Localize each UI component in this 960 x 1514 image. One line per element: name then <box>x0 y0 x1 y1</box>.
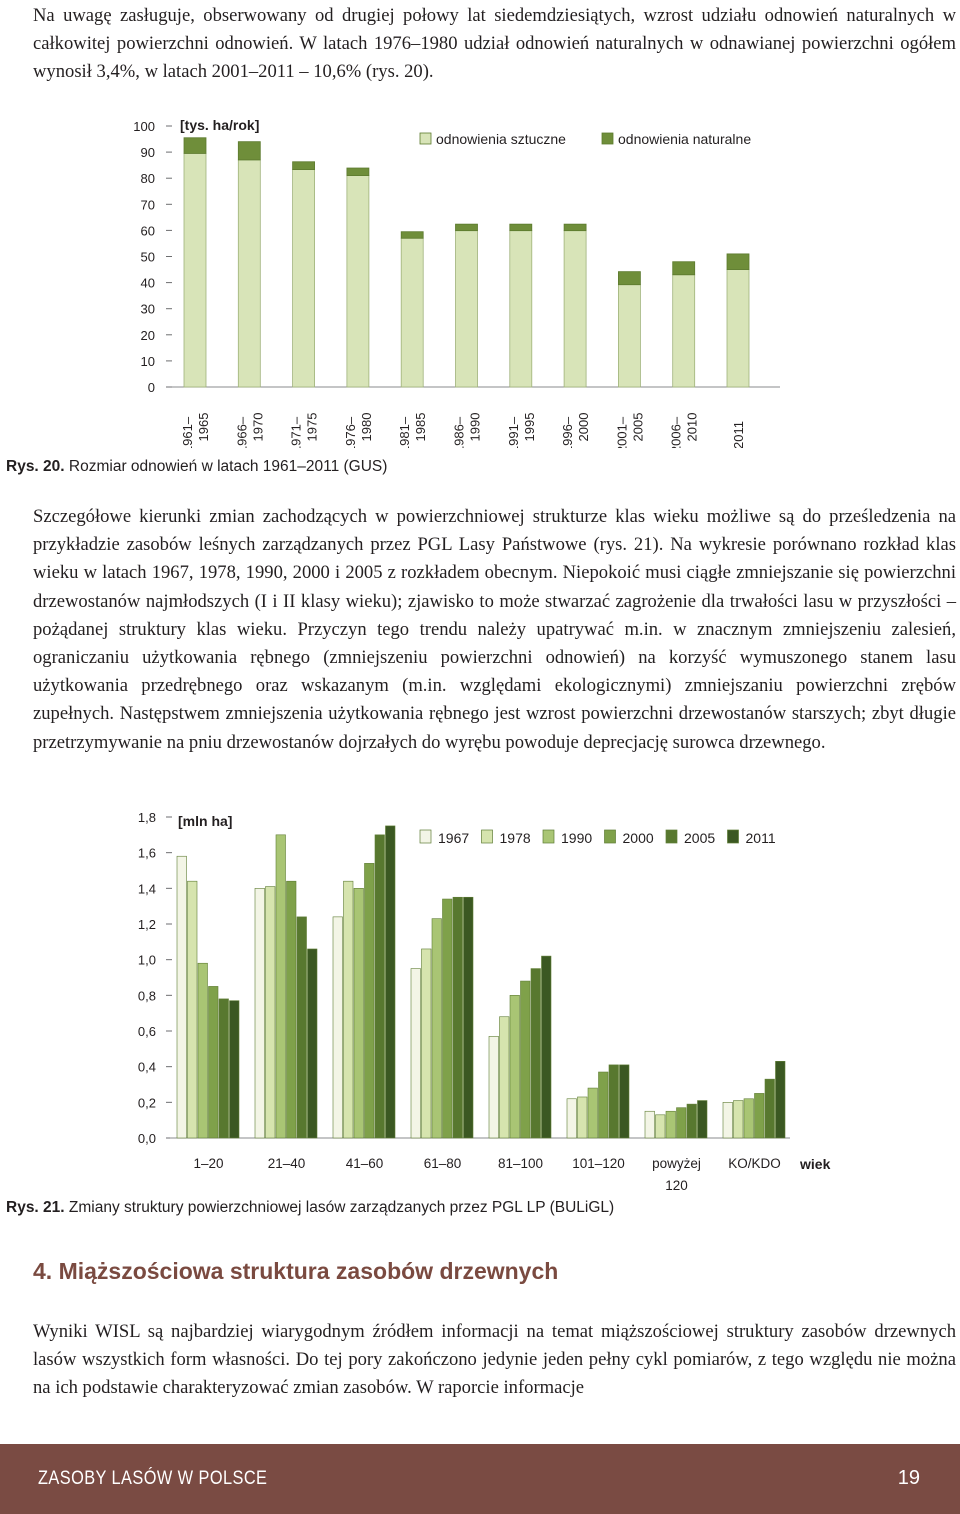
legend-label: 2005 <box>684 830 716 846</box>
bar-2000 <box>443 899 453 1138</box>
y-tick-label: 50 <box>140 249 155 265</box>
chart-regeneration-svg <box>0 108 960 448</box>
x-tick-label: 1985 <box>413 412 429 442</box>
x-tick-label-group <box>731 421 746 448</box>
bar-2005 <box>297 917 307 1138</box>
legend-swatch <box>666 830 677 843</box>
y-tick-label: 0 <box>147 380 155 395</box>
y-tick-label: 1,4 <box>137 881 156 897</box>
bar-2005 <box>375 835 385 1138</box>
bar-artificial <box>673 275 695 387</box>
legend-label: 1978 <box>499 830 531 846</box>
y-tick-label: 0,8 <box>137 988 156 1004</box>
bar-artificial <box>727 270 749 387</box>
x-tick-label: 81–100 <box>497 1156 544 1171</box>
x-tick-label: 2006– <box>668 416 684 448</box>
bar-artificial <box>564 231 586 387</box>
bar-natural <box>184 138 206 154</box>
bar-artificial <box>618 285 640 387</box>
bar-1990 <box>276 835 286 1138</box>
legend-swatch <box>605 830 616 843</box>
bar-2000 <box>209 986 219 1138</box>
bar-artificial <box>347 176 369 387</box>
bar-artificial <box>456 231 478 387</box>
x-tick-label: 2011 <box>731 421 746 448</box>
x-tick-label: 41–60 <box>345 1156 384 1171</box>
x-tick-label: 1971– <box>288 416 304 448</box>
x-tick-label: 1965 <box>196 412 211 442</box>
figure-21-text: Zmiany struktury powierzchniowej lasów zarządzanych przez PGL LP (BULiGL) <box>68 1199 615 1216</box>
x-tick-label: 2010 <box>684 412 700 442</box>
bar-2011 <box>698 1101 708 1138</box>
bar-1967 <box>255 888 265 1138</box>
bar-1967 <box>645 1111 655 1138</box>
x-tick-label: 101–120 <box>572 1156 625 1171</box>
bar-1967 <box>567 1099 577 1138</box>
unit-label: [tys. ha/rok] <box>180 117 260 133</box>
bar-2000 <box>755 1093 765 1138</box>
y-tick-label: 0,6 <box>137 1024 156 1039</box>
bar-2000 <box>677 1108 687 1138</box>
x-tick-label: 1975 <box>304 412 320 442</box>
paragraph-wisl: Wyniki WISL są najbardziej wiarygodnym źródłem informacji na temat miąższościowej struktury zasobów drzewnych lasów wszystkich form własności. Do tej pory zakończono jedynie jeden pełny cykl pomiarów, z tego względu nie można na ich podstawie charakteryzować zmian zasobów. W raporcie informacje <box>33 1321 956 1399</box>
bar-2011 <box>542 956 552 1138</box>
legend-swatch <box>543 830 554 843</box>
x-tick-label: 21–40 <box>267 1156 306 1171</box>
figure-20-caption <box>6 458 387 476</box>
legend-swatch <box>420 830 431 843</box>
bar-artificial <box>510 231 532 387</box>
x-tick-label: 1961– <box>180 416 195 448</box>
y-tick-label: 60 <box>140 223 155 239</box>
bar-1967 <box>489 1036 499 1138</box>
x-tick-label-group <box>397 413 428 448</box>
bar-natural <box>456 224 478 231</box>
paragraph-intro: Na uwagę zasługuje, obserwowany od drugiej połowy lat siedemdziesiątych, wzrost udziału odnowień naturalnych w całkowitej powierzchni odnowień. W latach 1976–1980 udział odnowień naturalnych w odnawianej powierzchni ogółem wynosił 3,4%, w latach 2001–2011 – 10,6% (rys. 20). <box>33 5 956 83</box>
bar-1967 <box>411 969 421 1138</box>
unit-label: [mln ha] <box>178 813 233 829</box>
x-tick-label: 1991– <box>505 416 521 448</box>
footer-title: ZASOBY LASÓW W POLSCE <box>38 1468 268 1489</box>
bar-2011 <box>308 949 318 1138</box>
x-tick-label: 1980 <box>358 412 374 442</box>
bar-natural <box>510 224 532 231</box>
bar-natural <box>293 162 315 170</box>
bar-1978 <box>656 1115 666 1138</box>
y-tick-label: 80 <box>140 171 155 187</box>
x-tick-label: 61–80 <box>423 1156 462 1171</box>
bar-artificial <box>238 160 260 387</box>
bar-2011 <box>386 826 396 1138</box>
bar-artificial <box>184 153 206 387</box>
y-tick-label: 1,0 <box>137 952 156 968</box>
bar-1990 <box>510 995 520 1138</box>
bar-2005 <box>765 1079 775 1138</box>
x-tick-label: powyżej <box>652 1156 701 1171</box>
x-tick-label-group <box>343 413 374 448</box>
y-tick-label: 70 <box>140 197 155 213</box>
chart-age-class-structure <box>0 800 960 1200</box>
legend-label: 1990 <box>561 830 593 846</box>
x-tick-label: KO/KDO <box>728 1156 781 1171</box>
x-tick-label: 1–20 <box>193 1156 224 1171</box>
bar-1990 <box>666 1111 676 1138</box>
legend-label: odnowienia naturalne <box>618 131 752 147</box>
x-tick-label-group <box>560 413 591 448</box>
chart-age-class-svg <box>0 800 960 1195</box>
legend-label: 1967 <box>438 830 470 846</box>
bar-2011 <box>230 1001 240 1138</box>
bar-1978 <box>422 949 432 1138</box>
x-tick-label: 1986– <box>451 416 467 448</box>
legend-label: odnowienia sztuczne <box>436 131 566 147</box>
y-tick-label: 0,2 <box>137 1095 156 1111</box>
x-axis-label: wiek <box>800 1156 831 1172</box>
y-tick-label: 1,2 <box>137 917 156 932</box>
bar-2005 <box>531 969 541 1138</box>
bar-1990 <box>588 1088 598 1138</box>
y-tick-label: 10 <box>140 353 155 369</box>
bar-natural <box>618 272 640 285</box>
bar-1990 <box>432 919 442 1138</box>
x-tick-label: 120 <box>665 1178 688 1193</box>
bar-2005 <box>219 999 229 1138</box>
y-tick-label: 0,4 <box>137 1059 156 1075</box>
legend-swatch <box>482 830 493 843</box>
bar-2005 <box>609 1065 619 1138</box>
y-tick-label: 100 <box>133 119 155 134</box>
x-tick-label: 1995 <box>521 412 537 442</box>
page-number: 19 <box>897 1467 920 1489</box>
x-tick-label: 2005 <box>630 412 646 442</box>
figure-20-text: Rozmiar odnowień w latach 1961–2011 (GUS) <box>68 458 388 475</box>
x-tick-label-group <box>180 413 211 448</box>
legend-swatch <box>728 830 739 843</box>
bar-2005 <box>687 1104 697 1138</box>
x-tick-label: 1966– <box>234 416 250 448</box>
bar-1978 <box>266 887 276 1138</box>
x-tick-label-group <box>452 413 483 448</box>
bar-artificial <box>293 170 315 387</box>
figure-21-caption <box>6 1199 614 1217</box>
bar-1990 <box>744 1099 754 1138</box>
bar-natural <box>727 254 749 270</box>
x-tick-label: 1976– <box>342 416 358 448</box>
bar-2000 <box>365 863 375 1138</box>
y-tick-label: 0,0 <box>137 1131 156 1146</box>
bar-1967 <box>177 856 187 1138</box>
y-tick-label: 30 <box>140 301 155 317</box>
x-tick-label: 1970 <box>250 412 266 442</box>
x-tick-label: 2000 <box>576 412 592 442</box>
bar-1978 <box>734 1101 744 1138</box>
y-tick-label: 40 <box>140 275 155 291</box>
bar-natural <box>347 168 369 176</box>
figure-21-label: Rys. 21. <box>6 1199 65 1216</box>
y-tick-label: 1,8 <box>137 810 156 825</box>
x-tick-label-group <box>614 413 645 448</box>
y-tick-label: 90 <box>140 145 155 161</box>
x-tick-label-group <box>234 413 265 448</box>
bar-2000 <box>521 981 531 1138</box>
x-tick-label: 2001– <box>614 416 630 448</box>
x-tick-label: 1996– <box>560 416 576 448</box>
legend-label: 2000 <box>622 830 654 846</box>
figure-20-label: Rys. 20. <box>6 458 65 475</box>
legend-label: 2011 <box>745 830 776 846</box>
bar-1967 <box>723 1102 733 1138</box>
x-tick-label-group <box>506 413 537 448</box>
bar-2005 <box>453 897 463 1138</box>
bar-1978 <box>578 1097 588 1138</box>
bar-2011 <box>620 1065 630 1138</box>
section-heading: 4. Miąższościowa struktura zasobów drzewnych <box>33 1258 559 1284</box>
bar-1978 <box>188 881 198 1138</box>
bar-2000 <box>599 1072 609 1138</box>
paragraph-age-classes: Szczegółowe kierunki zmian zachodzących w powierzchniowej strukturze klas wieku możliwe są do prześledzenia na przykładzie zasobów leśnych zarządzanych przez PGL Lasy Państwowe (rys. 21). Na wykresie porównano rozkład klas wieku w latach 1967, 1978, 1990, 2000 i 2005 z rozkładem obecnym. Niepokoić musi ciągłe zmniejszanie się powierzchni drzewostanów najmłodszych (I i II klasy wieku); zjawisko to może stwarzać zagrożenie dla trwałości lasu w przyszłości – pożądanej struktury klas wieku. Przyczyn tego trendu należy upatrywać m.in. w znacznym zmniejszeniu zalesień, ograniczaniu użytkowania rębnego (zmniejszeniu powierzchni odnowień) na korzyść wymuszonego stanem lasu użytkowania przedrębnego oraz wskazanym (m.in. względami ekologicznymi) zmniejszaniu powierzchni zrębów zupełnych. Następstwem zmniejszenia użytkowania rębnego jest wzrost powierzchni drzewostanów starszych; zbyt długie przetrzymywanie na pniu drzewostanów dojrzałych do wyrębu powoduje deprecjację surowca drzewnego. <box>33 506 956 753</box>
bar-1990 <box>354 888 364 1138</box>
legend-swatch <box>602 133 613 144</box>
bar-natural <box>564 224 586 231</box>
x-tick-label-group <box>669 413 700 448</box>
legend-swatch <box>420 133 431 144</box>
bar-1990 <box>198 963 208 1138</box>
page-footer <box>0 1444 960 1514</box>
chart-regeneration-area <box>0 108 960 453</box>
bar-1978 <box>500 1017 510 1138</box>
bar-2000 <box>287 881 297 1138</box>
x-tick-label: 1990 <box>467 412 483 442</box>
bar-1967 <box>333 917 343 1138</box>
bar-1978 <box>344 881 354 1138</box>
x-tick-label-group <box>289 413 320 448</box>
bar-natural <box>673 262 695 275</box>
bar-natural <box>238 142 260 160</box>
y-tick-label: 1,6 <box>137 845 156 861</box>
bar-artificial <box>401 238 423 387</box>
y-tick-label: 20 <box>140 327 155 343</box>
bar-2011 <box>464 897 474 1138</box>
bar-natural <box>401 232 423 239</box>
x-tick-label: 1981– <box>397 416 413 448</box>
bar-2011 <box>776 1061 786 1138</box>
